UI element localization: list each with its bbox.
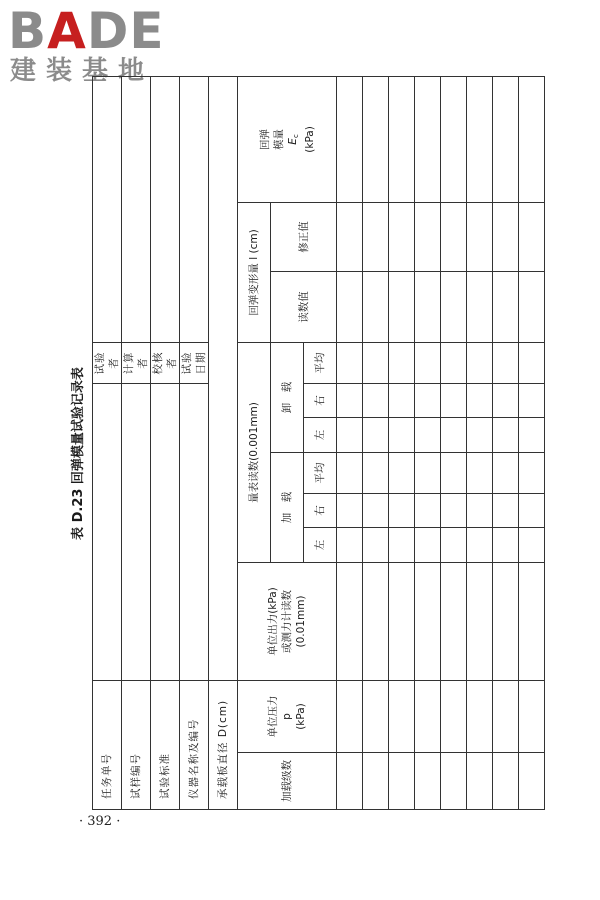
data-cell[interactable] bbox=[389, 528, 415, 563]
data-cell[interactable] bbox=[363, 76, 389, 202]
deformation-header: 回弹变形量 l (cm) bbox=[238, 202, 271, 342]
dial-reading-header: 量表读数(0.001mm) bbox=[238, 342, 271, 562]
data-cell[interactable] bbox=[389, 418, 415, 453]
data-cell[interactable] bbox=[389, 383, 415, 417]
data-cell[interactable] bbox=[467, 753, 493, 810]
task-no-label: 任务单号 bbox=[93, 681, 122, 810]
data-cell[interactable] bbox=[519, 271, 545, 342]
data-row bbox=[415, 76, 441, 809]
data-cell[interactable] bbox=[493, 383, 519, 417]
data-cell[interactable] bbox=[415, 681, 441, 753]
data-cell[interactable] bbox=[519, 453, 545, 494]
data-row bbox=[389, 76, 415, 809]
info-row-instrument bbox=[180, 76, 209, 809]
test-date-field[interactable] bbox=[180, 76, 209, 342]
data-cell[interactable] bbox=[519, 418, 545, 453]
data-cell[interactable] bbox=[363, 383, 389, 417]
data-cell[interactable] bbox=[493, 453, 519, 494]
data-cell[interactable] bbox=[363, 342, 389, 383]
data-cell[interactable] bbox=[337, 76, 363, 202]
data-cell[interactable] bbox=[441, 418, 467, 453]
data-rows bbox=[337, 76, 545, 809]
task-no-field[interactable] bbox=[93, 383, 122, 680]
data-cell[interactable] bbox=[493, 528, 519, 563]
data-cell[interactable] bbox=[389, 494, 415, 528]
table-sheet bbox=[67, 97, 532, 810]
data-row bbox=[363, 76, 389, 809]
data-cell[interactable] bbox=[493, 494, 519, 528]
unit-pressure-header: 单位压力 p (kPa) bbox=[238, 681, 337, 753]
checker-field[interactable] bbox=[151, 76, 180, 342]
data-cell[interactable] bbox=[415, 528, 441, 563]
data-cell[interactable] bbox=[467, 528, 493, 563]
unloading-average-header: 平均 bbox=[304, 342, 337, 383]
data-cell[interactable] bbox=[467, 681, 493, 753]
data-cell[interactable] bbox=[415, 563, 441, 681]
data-cell[interactable] bbox=[493, 563, 519, 681]
data-cell[interactable] bbox=[389, 681, 415, 753]
data-cell[interactable] bbox=[441, 383, 467, 417]
data-cell[interactable] bbox=[467, 202, 493, 271]
data-cell[interactable] bbox=[363, 563, 389, 681]
data-cell[interactable] bbox=[363, 753, 389, 810]
data-cell[interactable] bbox=[415, 342, 441, 383]
data-cell[interactable] bbox=[441, 202, 467, 271]
data-cell[interactable] bbox=[441, 453, 467, 494]
data-cell[interactable] bbox=[493, 753, 519, 810]
data-cell[interactable] bbox=[337, 528, 363, 563]
plate-diameter-field[interactable] bbox=[209, 76, 238, 680]
data-cell[interactable] bbox=[337, 563, 363, 681]
data-cell[interactable] bbox=[519, 681, 545, 753]
force-reading-header: 单位出力(kPa) 或测力计读数 (0.01mm) bbox=[238, 563, 337, 681]
data-row bbox=[493, 76, 519, 809]
instrument-field[interactable] bbox=[180, 383, 209, 680]
data-cell[interactable] bbox=[389, 76, 415, 202]
checker-label: 校核者 bbox=[151, 342, 180, 383]
data-cell[interactable] bbox=[467, 563, 493, 681]
data-row bbox=[467, 76, 493, 809]
info-row-task bbox=[93, 76, 122, 809]
tester-label: 试验者 bbox=[93, 342, 122, 383]
data-cell[interactable] bbox=[363, 418, 389, 453]
loading-average-header: 平均 bbox=[304, 453, 337, 494]
data-row bbox=[337, 76, 363, 809]
modulus-header: 回弹 模量 $E_c$ (kPa) bbox=[238, 76, 337, 202]
data-cell[interactable] bbox=[441, 528, 467, 563]
data-cell[interactable] bbox=[415, 383, 441, 417]
data-cell[interactable] bbox=[389, 563, 415, 681]
data-cell[interactable] bbox=[467, 453, 493, 494]
data-cell[interactable] bbox=[493, 271, 519, 342]
unloading-left-header: 左 bbox=[304, 418, 337, 453]
calculator-field[interactable] bbox=[122, 76, 151, 342]
data-cell[interactable] bbox=[415, 202, 441, 271]
data-cell[interactable] bbox=[519, 753, 545, 810]
data-cell[interactable] bbox=[363, 528, 389, 563]
info-row-sample bbox=[122, 76, 151, 809]
data-cell[interactable] bbox=[519, 76, 545, 202]
info-row-standard bbox=[151, 76, 180, 809]
data-cell[interactable] bbox=[493, 681, 519, 753]
data-cell[interactable] bbox=[441, 342, 467, 383]
data-cell[interactable] bbox=[415, 453, 441, 494]
data-cell[interactable] bbox=[519, 494, 545, 528]
plate-diameter-label: 承载板直径 D(cm) bbox=[209, 681, 238, 810]
data-cell[interactable] bbox=[467, 76, 493, 202]
data-cell[interactable] bbox=[337, 681, 363, 753]
loading-right-header: 右 bbox=[304, 494, 337, 528]
page-number: · 392 · bbox=[79, 814, 121, 829]
data-cell[interactable] bbox=[467, 342, 493, 383]
data-cell[interactable] bbox=[415, 753, 441, 810]
data-row bbox=[519, 76, 545, 809]
data-cell[interactable] bbox=[441, 753, 467, 810]
data-cell[interactable] bbox=[493, 342, 519, 383]
data-cell[interactable] bbox=[493, 418, 519, 453]
data-cell[interactable] bbox=[337, 383, 363, 417]
data-cell[interactable] bbox=[337, 453, 363, 494]
data-cell[interactable] bbox=[519, 202, 545, 271]
data-cell[interactable] bbox=[441, 563, 467, 681]
data-cell[interactable] bbox=[441, 494, 467, 528]
data-cell[interactable] bbox=[519, 563, 545, 681]
corrected-value-header: 修正值 bbox=[271, 202, 337, 271]
data-cell[interactable] bbox=[493, 76, 519, 202]
table-caption: 表 D.23 回弹模量试验记录表 bbox=[71, 367, 86, 540]
sample-no-field[interactable] bbox=[122, 383, 151, 680]
data-cell[interactable] bbox=[467, 383, 493, 417]
test-date-label: 试验日期 bbox=[180, 342, 209, 383]
unloading-header: 卸 载 bbox=[271, 342, 304, 452]
data-cell[interactable] bbox=[415, 494, 441, 528]
data-cell[interactable] bbox=[441, 271, 467, 342]
data-cell[interactable] bbox=[389, 342, 415, 383]
data-cell[interactable] bbox=[389, 271, 415, 342]
data-cell[interactable] bbox=[519, 528, 545, 563]
data-cell[interactable] bbox=[415, 76, 441, 202]
data-cell[interactable] bbox=[337, 753, 363, 810]
logo-wordmark: BADE bbox=[8, 2, 165, 60]
data-cell[interactable] bbox=[389, 453, 415, 494]
data-cell[interactable] bbox=[519, 342, 545, 383]
data-cell[interactable] bbox=[389, 753, 415, 810]
info-row-plate bbox=[209, 76, 238, 809]
test-standard-label: 试验标准 bbox=[151, 681, 180, 810]
data-cell[interactable] bbox=[467, 418, 493, 453]
header-row-1 bbox=[238, 76, 271, 809]
data-cell[interactable] bbox=[467, 494, 493, 528]
data-cell[interactable] bbox=[363, 494, 389, 528]
data-cell[interactable] bbox=[337, 418, 363, 453]
rotated-page-content bbox=[67, 97, 532, 810]
resilient-modulus-record-table bbox=[92, 76, 545, 810]
test-standard-field[interactable] bbox=[151, 383, 180, 680]
data-cell[interactable] bbox=[363, 681, 389, 753]
load-stage-header: 加载级数 bbox=[238, 753, 337, 810]
data-cell[interactable] bbox=[337, 271, 363, 342]
data-cell[interactable] bbox=[337, 202, 363, 271]
tester-field[interactable] bbox=[93, 76, 122, 342]
reading-value-header: 读数值 bbox=[271, 271, 337, 342]
data-cell[interactable] bbox=[337, 342, 363, 383]
data-cell[interactable] bbox=[363, 202, 389, 271]
data-cell[interactable] bbox=[519, 383, 545, 417]
logo-chinese-name: 建装基地 bbox=[10, 56, 155, 86]
data-cell[interactable] bbox=[363, 453, 389, 494]
unloading-right-header: 右 bbox=[304, 383, 337, 417]
data-cell[interactable] bbox=[467, 271, 493, 342]
instrument-label: 仪器名称及编号 bbox=[180, 681, 209, 810]
data-cell[interactable] bbox=[441, 681, 467, 753]
sample-no-label: 试样编号 bbox=[122, 681, 151, 810]
data-cell[interactable] bbox=[415, 271, 441, 342]
data-cell[interactable] bbox=[493, 202, 519, 271]
loading-header: 加 载 bbox=[271, 453, 304, 563]
data-row bbox=[441, 76, 467, 809]
data-cell[interactable] bbox=[337, 494, 363, 528]
data-cell[interactable] bbox=[415, 418, 441, 453]
data-cell[interactable] bbox=[363, 271, 389, 342]
data-cell[interactable] bbox=[389, 202, 415, 271]
loading-left-header: 左 bbox=[304, 528, 337, 563]
data-cell[interactable] bbox=[441, 76, 467, 202]
calculator-label: 计算者 bbox=[122, 342, 151, 383]
